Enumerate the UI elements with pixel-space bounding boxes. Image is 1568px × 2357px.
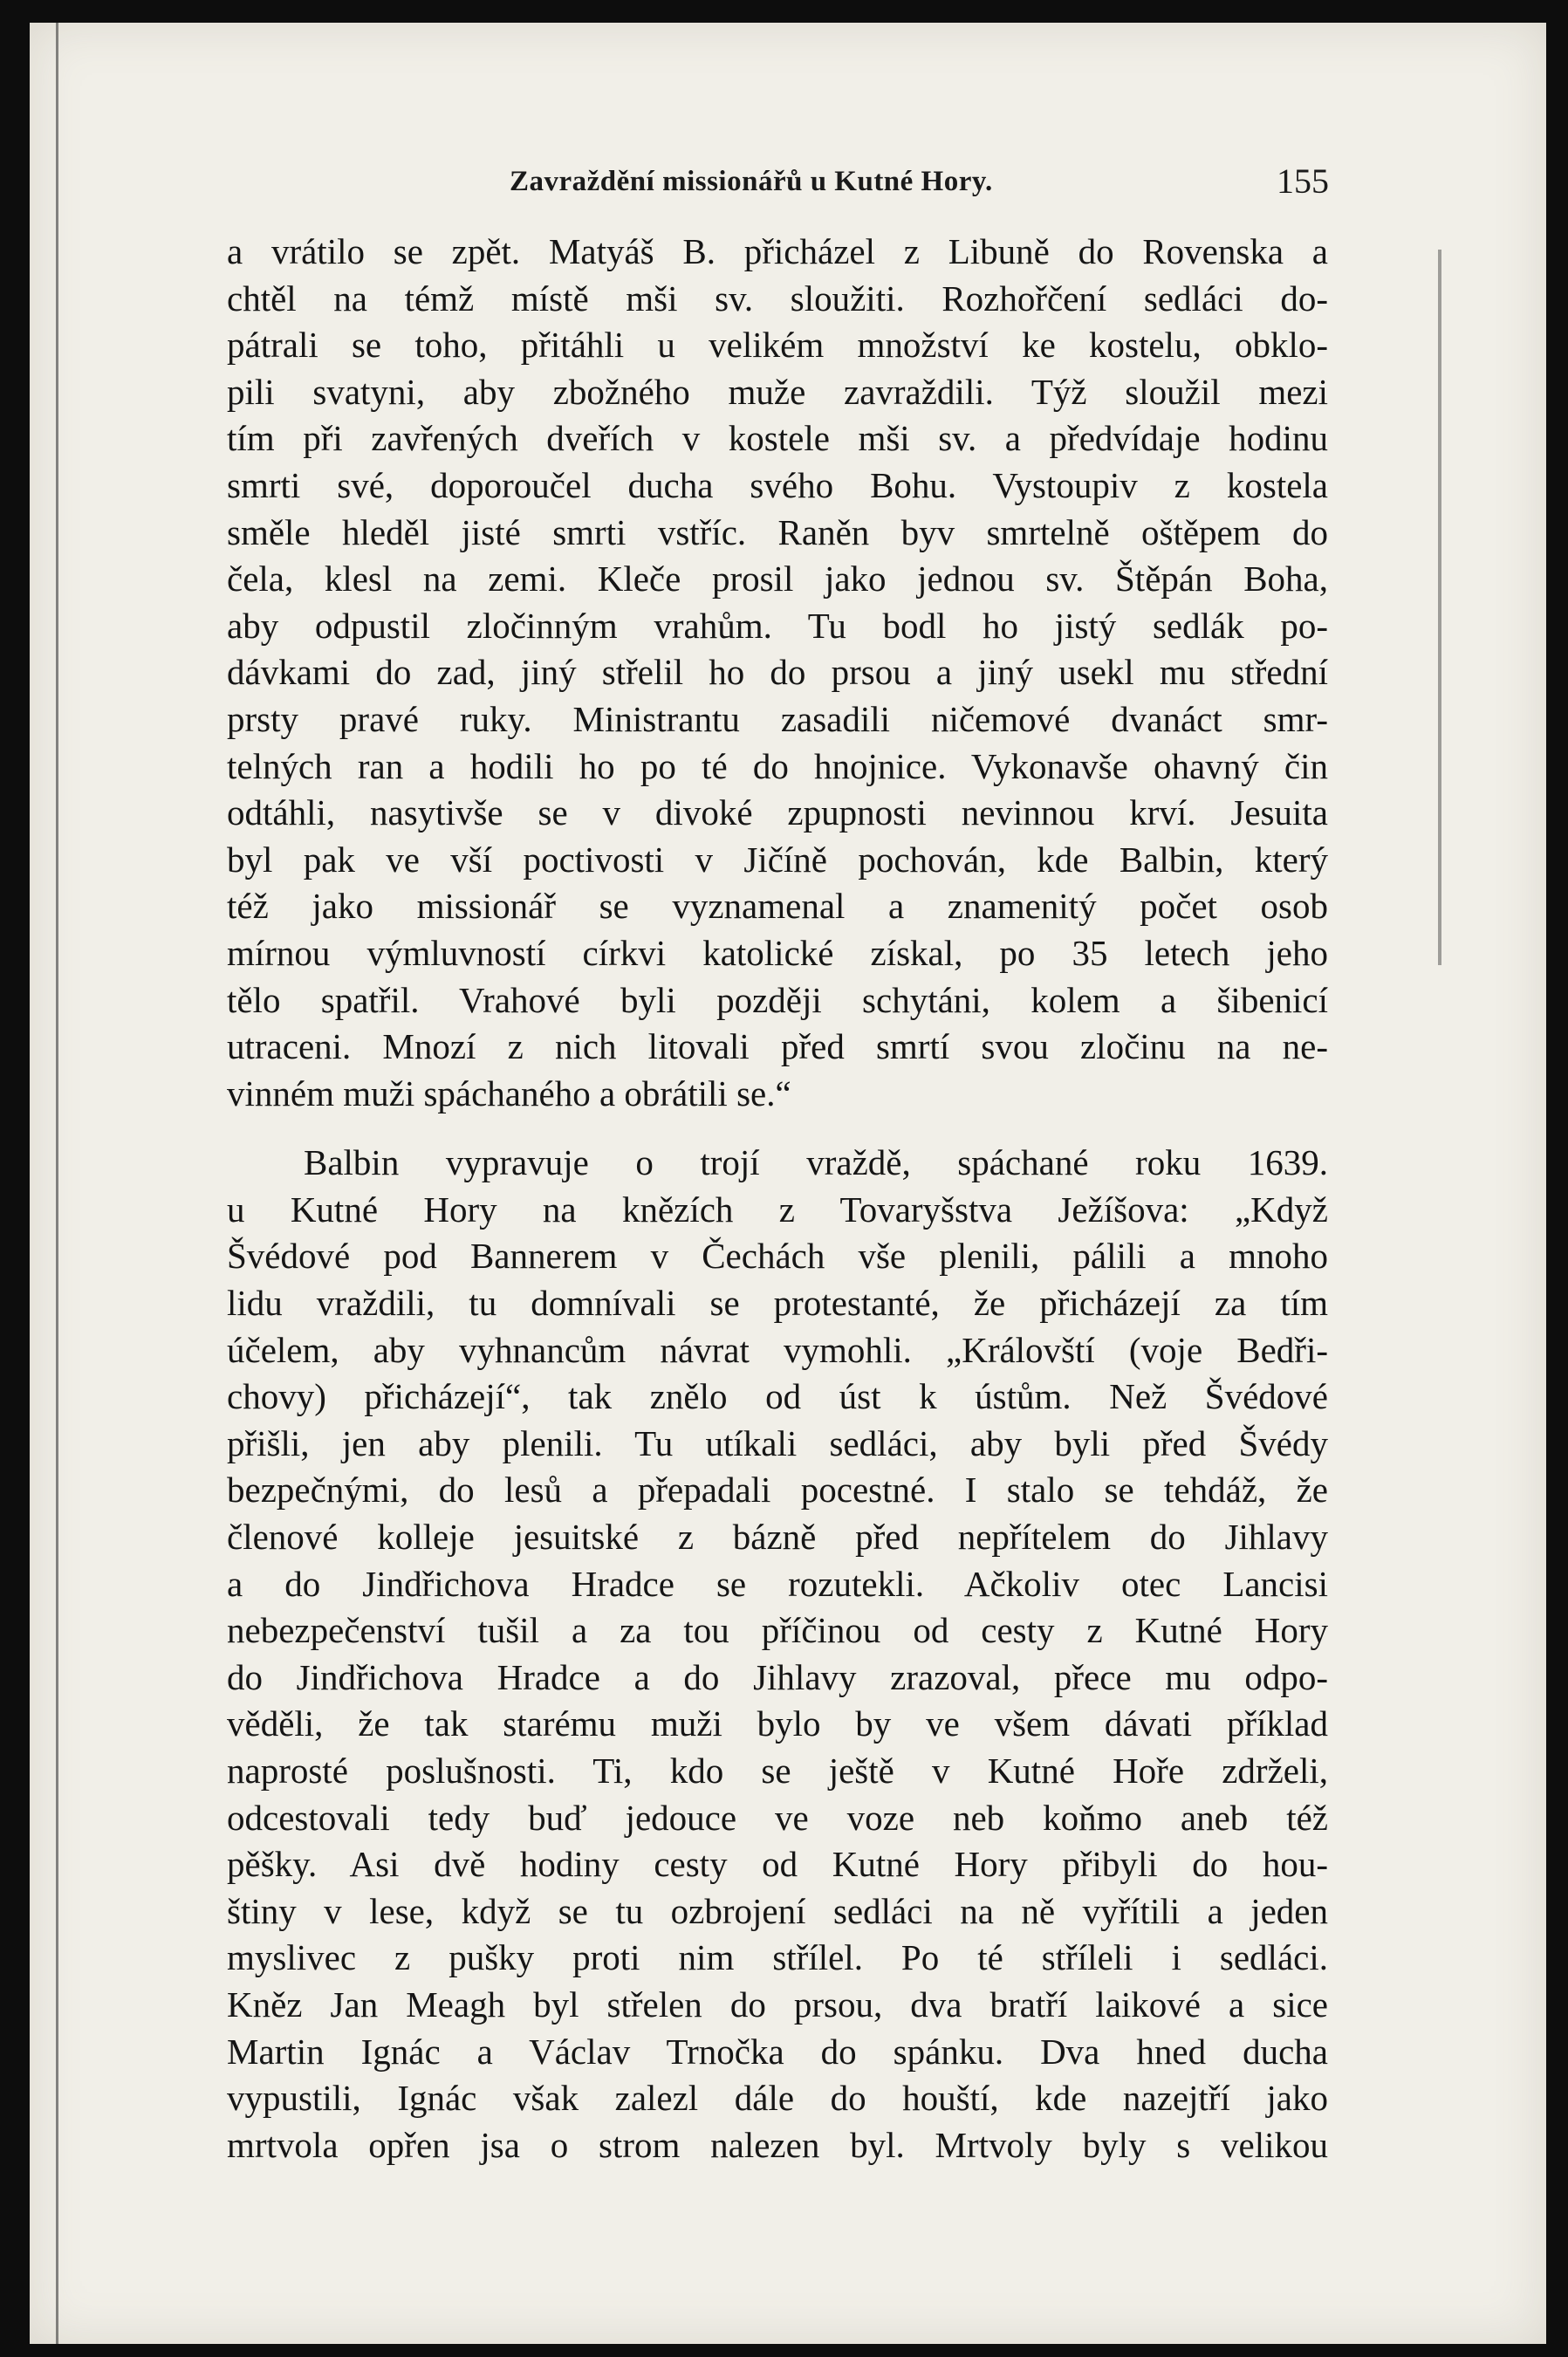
- text-line: lidu vraždili, tu domnívali se protestanté, že přicházejí za tím: [227, 1283, 1328, 1324]
- text-line: mírnou výmluvností církvi katolické získal, po 35 letech jeho: [227, 932, 1328, 973]
- text-line: aby odpustil zločinným vrahům. Tu bodl ho jistý sedlák po-: [227, 605, 1328, 646]
- text-line: myslivec z pušky proti nim střílel. Po té stříleli i sedláci.: [227, 1937, 1328, 1978]
- text-line: štiny v lese, když se tu ozbrojení sedláci na ně vyřítili a jeden: [227, 1890, 1328, 1931]
- text-line: vinném muži spáchaného a obrátili se.“: [227, 1072, 791, 1113]
- text-line: pěšky. Asi dvě hodiny cesty od Kutné Hory přibyli do hou-: [227, 1844, 1328, 1885]
- text-line: chovy) přicházejí“, tak znělo od úst k ústům. Než Švédové: [227, 1376, 1328, 1417]
- text-line: a vrátilo se zpět. Matyáš B. přicházel z Libuně do Rovenska a: [227, 231, 1328, 271]
- text-line: naprosté poslušnosti. Ti, kdo se ještě v Kutné Hoře zdrželi,: [227, 1751, 1328, 1791]
- text-line: dávkami do zad, jiný střelil ho do prsou a jiný usekl mu střední: [227, 652, 1328, 693]
- text-line: utraceni. Mnozí z nich litovali před smrtí svou zločinu na ne-: [227, 1026, 1328, 1067]
- text-line: Balbin vypravuje o trojí vraždě, spáchané roku 1639.: [304, 1142, 1328, 1183]
- text-line: účelem, aby vyhnancům návrat vymohli. „Královští (voje Bedři-: [227, 1329, 1328, 1370]
- text-line: pili svatyni, aby zbožného muže zavraždili. Týž sloužil mezi: [227, 371, 1328, 412]
- text-line: Kněz Jan Meagh byl střelen do prsou, dva bratří laikové a sice: [227, 1984, 1328, 2025]
- text-line: a do Jindřichova Hradce se rozutekli. Ačkoliv otec Lancisi: [227, 1563, 1328, 1604]
- text-line: byl pak ve vší poctivosti v Jičíně pochován, kde Balbin, který: [227, 839, 1328, 880]
- text-line: prsty pravé ruky. Ministrantu zasadili ničemové dvanáct smr-: [227, 698, 1328, 739]
- text-line: telných ran a hodili ho po té do hnojnice. Vykonavše ohavný čin: [227, 745, 1328, 786]
- text-line: u Kutné Hory na knězích z Tovaryšstva Ježíšova: „Když: [227, 1189, 1328, 1230]
- body-text: [227, 229, 1328, 2169]
- text-line: bezpečnými, do lesů a přepadali pocestné. I stalo se tehdáž, že: [227, 1470, 1328, 1511]
- text-line: pátrali se toho, přitáhli u velikém množství ke kostelu, obklo-: [227, 325, 1328, 366]
- text-line: čela, klesl na zemi. Kleče prosil jako jednou sv. Štěpán Boha,: [227, 558, 1328, 600]
- text-line: Švédové pod Bannerem v Čechách vše plenili, pálili a mnoho: [227, 1236, 1328, 1277]
- text-line: odcestovali tedy buď jedouce ve voze neb koňmo aneb též: [227, 1797, 1328, 1838]
- text-line: věděli, že tak starému muži bylo by ve všem dávati příklad: [227, 1703, 1328, 1744]
- page-edge-shadow: [1438, 250, 1441, 965]
- paragraph-1: [227, 229, 1328, 1117]
- text-line: tím při zavřených dveřích v kostele mši sv. a předvídaje hodinu: [227, 418, 1328, 459]
- running-title: Zavraždění missionářů u Kutné Hory.: [510, 166, 993, 197]
- text-line: odtáhli, nasytivše se v divoké zpupnosti nevinnou krví. Jesuita: [227, 792, 1328, 833]
- text-line: přišli, jen aby plenili. Tu utíkali sedláci, aby byli před Švédy: [227, 1422, 1328, 1463]
- text-line: mrtvola opřen jsa o strom nalezen byl. Mrtvoly byly s velikou: [227, 2124, 1328, 2165]
- page-number: 155: [1277, 161, 1329, 201]
- binding-gutter-line: [56, 23, 58, 2344]
- text-line: členové kolleje jesuitské z bázně před nepřítelem do Jihlavy: [227, 1517, 1328, 1558]
- text-line: do Jindřichova Hradce a do Jihlavy zrazoval, přece mu odpo-: [227, 1656, 1328, 1697]
- text-line: směle hleděl jisté smrti vstříc. Raněn byv smrtelně oštěpem do: [227, 511, 1328, 552]
- text-line: tělo spatřil. Vrahové byli později schytáni, kolem a šibenicí: [227, 979, 1328, 1020]
- text-line: smrti své, doporoučel ducha svého Bohu. Vystoupiv z kostela: [227, 464, 1328, 505]
- paragraph-spacer: [227, 1117, 1328, 1140]
- text-line: nebezpečenství tušil a za tou příčinou od cesty z Kutné Hory: [227, 1610, 1328, 1651]
- text-line: vypustili, Ignác však zalezl dále do houští, kde nazejtří jako: [227, 2078, 1328, 2119]
- page-header: [478, 161, 1329, 213]
- text-line: chtěl na témž místě mši sv. sloužiti. Rozhořčení sedláci do-: [227, 277, 1328, 319]
- text-line: Martin Ignác a Václav Trnočka do spánku. Dva hned ducha: [227, 2031, 1328, 2072]
- text-line: též jako missionář se vyznamenal a znamenitý počet osob: [227, 886, 1328, 927]
- paragraph-2: [227, 1140, 1328, 2169]
